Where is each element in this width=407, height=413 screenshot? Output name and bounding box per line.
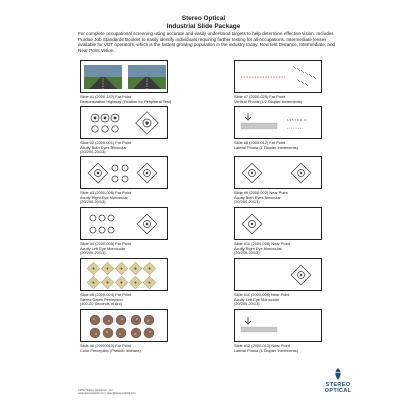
slide-1-image: [80, 60, 168, 93]
stereo-optical-logo: [318, 367, 358, 394]
slide-12-image: [234, 309, 322, 342]
slide-10-image: [234, 207, 322, 240]
logo-line-2: OPTICAL: [324, 388, 352, 395]
slide-6-caption: Slide #6 (2000-010) Far Point Color Perception (Pseudo Ishihara): [80, 343, 141, 353]
slide-4-caption: Slide #4 (2000-005) Far Point Acuity Left Eye Monocular (20/200-20/13): [80, 241, 132, 255]
slide-4-image: [80, 207, 168, 240]
svg-text:1 3 5 7 9 11 13: 1 3 5 7 9 11 13: [287, 118, 307, 122]
footer: [78, 389, 136, 396]
slide-10-caption: Slide #10 (2000-006) Near Point Acuity Right Eye Monocular (20/200-20/13): [234, 241, 290, 255]
intro-paragraph: For complete occupational screening using accurate and easily understood targets to help determine effective vision. Includes Purdue Job Standards Booklet to easily identify individuals requiring further testing for all occupations. Intermediate lenses available for VDT operators, which is the fastest growing population in the industry today. Now test Distance, Intermediate, and Near Point Vision.: [78, 31, 335, 54]
slide-3-image: [80, 156, 168, 189]
slide-11-caption: Slide #11 (2000-008) Near Point Acuity Left Eye Monocular (20/200-20/13): [234, 292, 290, 306]
svg-text:• • • • • • • • •: • • • • • • • • •: [287, 126, 304, 130]
slide-12-caption: Slide #12 (2000-013) Near Point Lateral Phoria (1 Diopter Increments): [234, 343, 299, 353]
slide-2-image: [80, 106, 168, 139]
slide-9-caption: Slide #9 (2000-002) Near Point Acuity Both Eyes Binocular (20/200-20/13): [234, 190, 288, 204]
slide-9-image: [234, 156, 322, 189]
copyright-text: ©2017 Stereo Optical Co., Inc.: [78, 389, 114, 392]
slide-8-image: [234, 106, 322, 139]
slide-3-caption: Slide #3 (2000-006) Far Point Acuity Right Eye Monocular (20/200-20/13): [80, 190, 132, 204]
logo-mark-icon: [331, 367, 345, 381]
page-title: [0, 15, 407, 30]
slide-1-caption: Slide #1 (2000-147) Far Point Demonstration Highway (Fixation for Peripheral Test): [80, 94, 172, 104]
slide-8-caption: Slide #8 (2000-012) Far Point Lateral Phoria (1 Diopter Increments): [234, 140, 299, 150]
slide-2-caption: Slide #2 (2000-001) Far Point Acuity Both Eyes Binocular (20/200-20/13): [80, 140, 132, 154]
slide-6-image: [80, 309, 168, 342]
slide-7-caption: Slide #7 (2000-025) Far Point Vertical Phoria (1/2 Diopter Increments): [234, 94, 303, 104]
brand-title: Stereo Optical: [181, 15, 226, 22]
slide-5-caption: Slide #5 (2000-024) Far Point Stereo Depth Perception (400-20 Seconds of Arc): [80, 292, 132, 306]
slide-7-image: [234, 60, 322, 93]
slide-11-image: [234, 258, 322, 291]
contact-links[interactable]: www.stereooptical.com | sales@stereooptical.com: [78, 392, 136, 396]
slide-5-image: [80, 258, 168, 291]
package-title: Industrial Slide Package: [166, 22, 241, 30]
logo-line-1: STEREO: [325, 382, 351, 388]
